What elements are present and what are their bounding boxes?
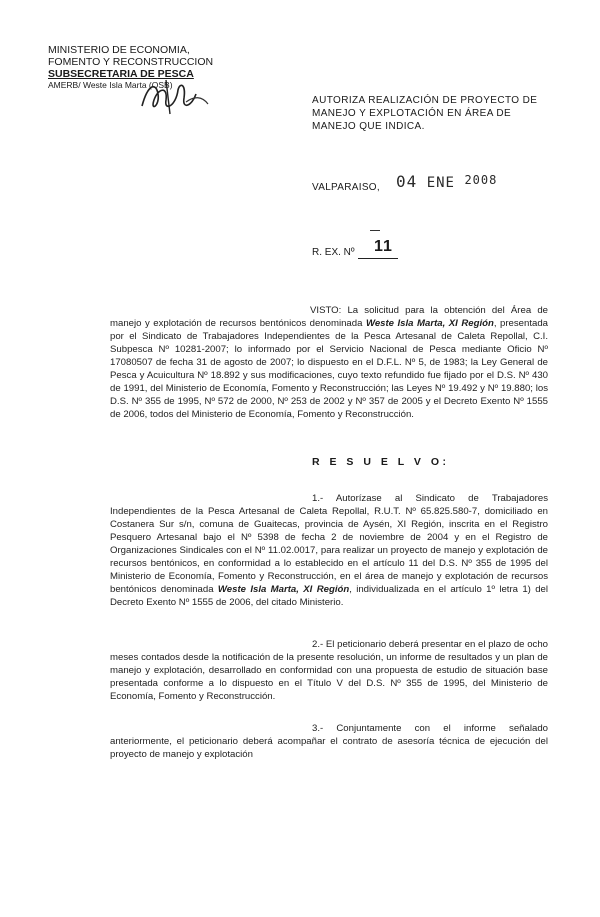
article-1-text-1: 1.- Autorízase al Sindicato de Trabajadores Independientes de la Pesca Artesanal de Caleta Repollal, R.U.T. Nº 65.825.580-7, domiciliado en Costanera Sur s/n, comuna de Guaitecas, provincia de Aysén, XI Región, inscrita en el Registro Pesquero Artesanal bajo el Nº 5398 de fecha 2 de noviembre de 2004 y en el Registro de Organizaciones Sindicales con el Nº 11.02.0017, para realizar un proyecto de manejo y explotación de recursos bentónicos, en conformidad a lo establecido en el artículo 11 del D.S. Nº 355 de 1995 del Ministerio de Economía, Fomento y Reconstrucción, en el área de manejo y explotación de recursos bentónicos denominada [110,493,548,595]
place-and-date [312,172,572,198]
visto-area-name: Weste Isla Marta, XI Región [365,318,494,329]
ministry-line-2: FOMENTO Y RECONSTRUCCION [48,56,214,68]
number-mark [370,230,380,231]
resolution-value: 11 [374,238,393,255]
article-2-text: 2.- El peticionario deberá presentar en el plazo de ocho meses contados desde la notificación de la presente resolución, un informe de resultados y un plan de manejo y explotación, desarrollado en conformidad con una propuesta de estudio de situación base presentada conforme a lo dispuesto en el Título V del D.S. Nº 355 de 1995, del Ministerio de Economía, Fomento y Reconstrucción. [110,639,548,702]
resolution-article-3 [110,722,548,761]
date-year: 2008 [464,173,498,187]
date-stamp [396,172,497,191]
resolution-article-2 [110,638,548,703]
resolution-label: R. EX. Nº [312,247,355,258]
article-1-area-name: Weste Isla Marta, XI Región [217,584,350,595]
undersecretary-line: SUBSECRETARIA DE PESCA [48,68,194,80]
resolution-article-1 [110,492,548,609]
visto-text-1: La solicitud para la obtención del Área de manejo y explotación de recursos bentónicos denominada [110,305,548,329]
visto-lead: VISTO: [310,305,342,316]
date-day: 04 [396,172,418,191]
visto-paragraph [110,304,548,421]
article-1-text-2: , individualizada en el artículo 1º letra 1) del Decreto Exento Nº 1555 de 2006, del citado Ministerio. [110,584,548,608]
resolution-number [312,240,432,262]
signature-initials [136,76,216,118]
subject-heading: AUTORIZA REALIZACIÓN DE PROYECTO DE MANEJO Y EXPLOTACIÓN EN ÁREA DE MANEJO QUE INDICA. [312,95,538,132]
place-label: VALPARAISO, [312,182,380,193]
ministry-line-1: MINISTERIO DE ECONOMIA, [48,44,190,56]
file-reference: AMERB/ Weste Isla Marta (OSB) [48,80,173,90]
visto-text-2: , presentada por el Sindicato de Trabajadores Independientes de la Pesca Artesanal de Caleta Repollal, C.I. Subpesca Nº 10281-2007; lo informado por el Servicio Nacional de Pesca mediante Oficio Nº 17080507 de fecha 31 de agosto de 2007; lo dispuesto en el D.F.L. Nº 5, de 1983; la Ley General de Pesca y Acuicultura Nº 18.892 y sus modificaciones, cuyo texto refundido fue fijado por el D.S. Nº 430 de 1991, del Ministerio de Economía, Fomento y Reconstrucción; las Leyes Nº 19.492 y Nº 19.880; los D.S. Nº 355 de 1995, Nº 572 de 2000, Nº 253 de 2002 y Nº 357 de 2005 y el Decreto Exento Nº 1555 de 2006, todos del Ministerio de Economía, Fomento y Reconstrucción. [110,318,548,420]
date-month: ENE [426,175,455,191]
number-underline [358,258,398,259]
article-3-text: 3.- Conjuntamente con el informe señalado anteriormente, el peticionario deberá acompañar el contrato de asesoría técnica de ejecución del proyecto de manejo y explotación [110,723,548,760]
resuelvo-heading: R E S U E L V O: [312,456,450,468]
